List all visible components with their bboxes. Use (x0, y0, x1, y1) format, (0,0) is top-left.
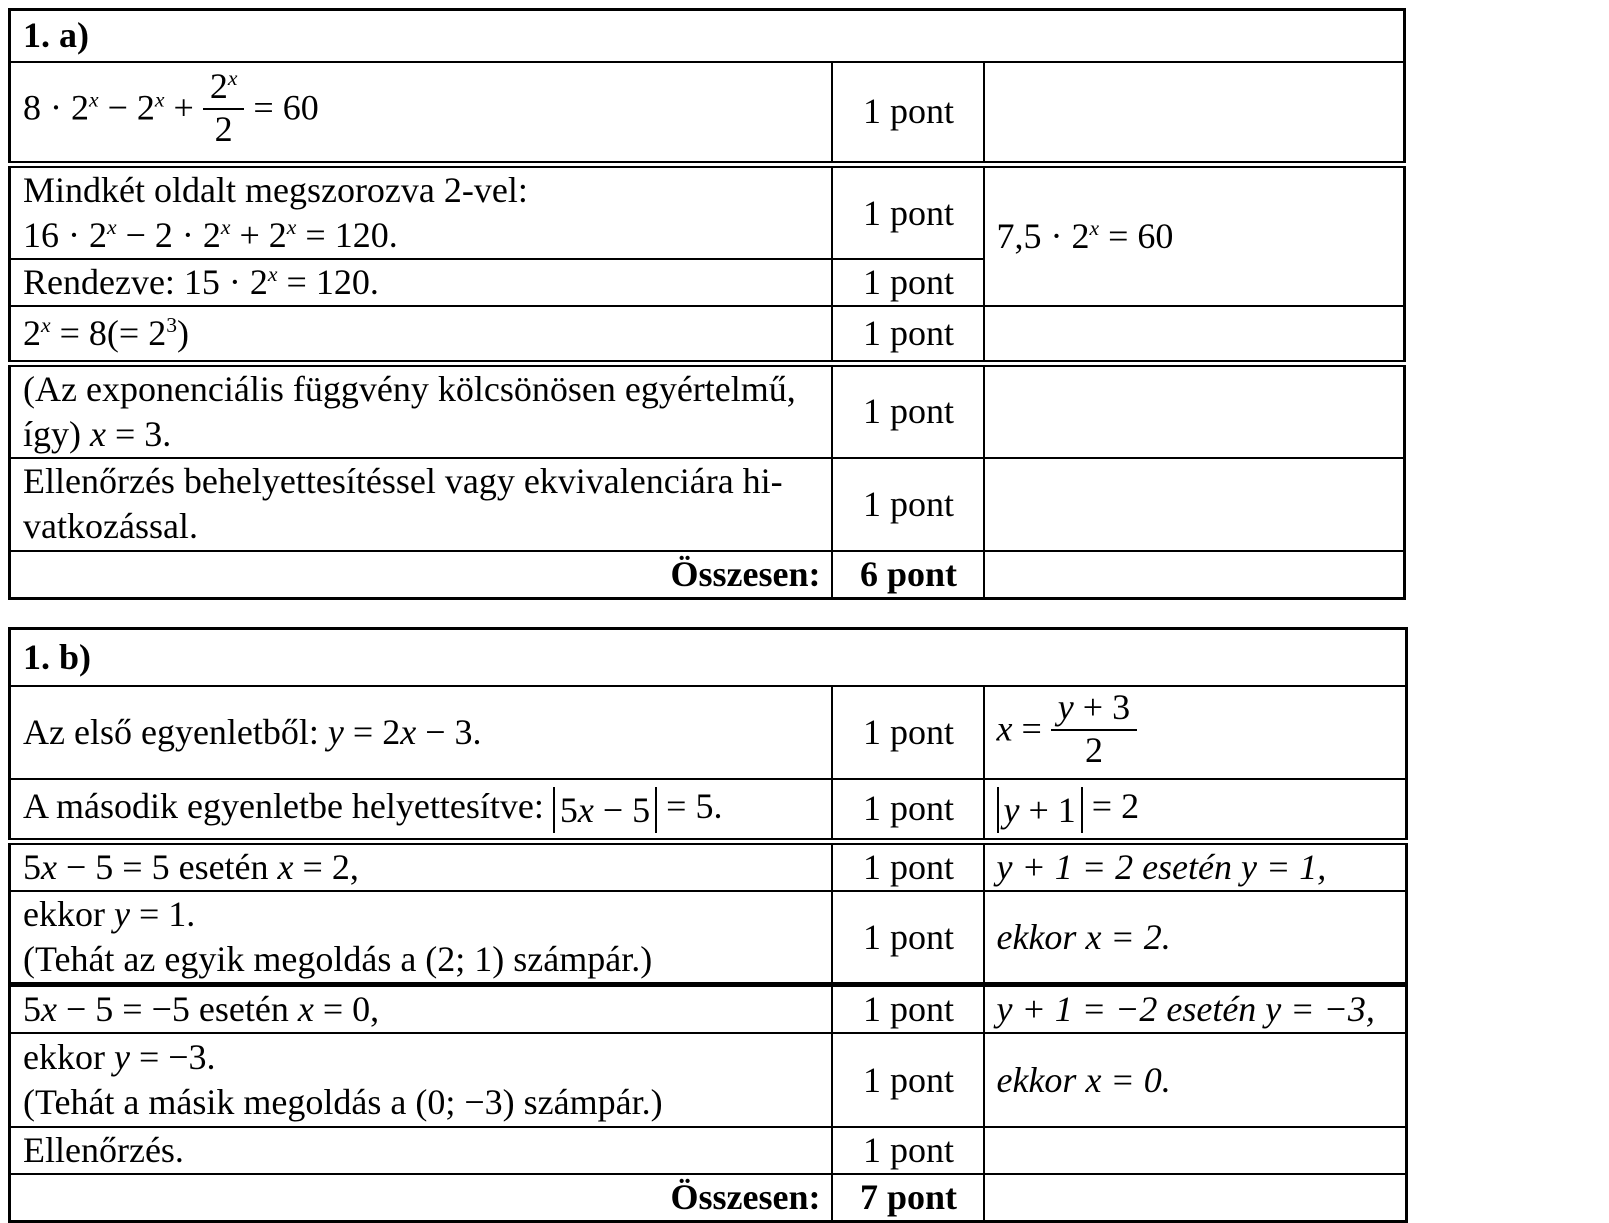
points-cell: 1 pont (832, 1127, 984, 1174)
points-cell: 1 pont (832, 985, 984, 1034)
points-cell: 1 pont (832, 842, 984, 892)
step-cell: Az első egyenletből: y = 2x − 3. (10, 686, 832, 779)
alt-solution-cell: ekkor x = 2. (984, 891, 1407, 985)
alt-solution-cell (984, 1127, 1407, 1174)
points-cell: 1 pont (832, 259, 984, 306)
total-points-cell: 7 pont (832, 1174, 984, 1222)
points-cell: 1 pont (832, 363, 984, 458)
task-1a-table (8, 8, 1406, 600)
alt-solution-cell: $7,5 \cdot 2^x = 60$ (984, 165, 1405, 307)
step-cell: Rendezve: $15 \cdot 2^x = 120$. (10, 259, 832, 306)
alt-solution-cell (984, 306, 1405, 363)
task-1b-table (8, 627, 1408, 1223)
step-cell: ekkor y = −3. (Tehát a másik megoldás a (0; −3) számpár.) (10, 1033, 832, 1127)
step-cell: A második egyenletbe helyettesítve: 5x − 5 = 5. (10, 779, 832, 842)
alt-solution-cell: y + 1 = −2 esetén y = −3, (984, 985, 1407, 1034)
alt-solution-cell (984, 62, 1405, 165)
total-points-cell: 6 pont (832, 551, 984, 599)
total-label-cell: Összesen: (10, 1174, 832, 1222)
alt-solution-cell: y + 1 = 2 (984, 779, 1407, 842)
task-1b-header: 1. b) (10, 629, 1407, 686)
alt-solution-cell (984, 551, 1405, 599)
points-cell: 1 pont (832, 458, 984, 551)
step-cell: (Az exponenciális függvény kölcsönösen egyértelmű, így) x = 3. (10, 363, 832, 458)
alt-solution-cell: ekkor x = 0. (984, 1033, 1407, 1127)
step-cell: Mindkét oldalt megszorozva 2-vel: $16 \cdot 2^x - 2 \cdot 2^x + 2^x = 120$. (10, 165, 832, 260)
alt-solution-cell (984, 363, 1405, 458)
alt-solution-cell: x = $\frac{y + 3}{2}$ (984, 686, 1407, 779)
step-cell: $8 \cdot 2^x - 2^x$ + $\frac{2^x}{2}$ = 60 (10, 62, 832, 165)
step-cell: $2^x = 8(= 2^3)$ (10, 306, 832, 363)
total-label-cell: Összesen: (10, 551, 832, 599)
alt-solution-cell: y + 1 = 2 esetén y = 1, (984, 842, 1407, 892)
alt-solution-cell (984, 1174, 1407, 1222)
points-cell: 1 pont (832, 779, 984, 842)
points-cell: 1 pont (832, 1033, 984, 1127)
step-cell: ekkor y = 1. (Tehát az egyik megoldás a (2; 1) számpár.) (10, 891, 832, 985)
step-cell: Ellenőrzés behelyettesítéssel vagy ekvivalenciára hi- vatkozással. (10, 458, 832, 551)
points-cell: 1 pont (832, 686, 984, 779)
task-1a-header: 1. a) (10, 10, 1405, 62)
points-cell: 1 pont (832, 165, 984, 260)
step-cell: Ellenőrzés. (10, 1127, 832, 1174)
points-cell: 1 pont (832, 306, 984, 363)
alt-solution-cell (984, 458, 1405, 551)
points-cell: 1 pont (832, 62, 984, 165)
step-cell: 5x − 5 = 5 esetén x = 2, (10, 842, 832, 892)
points-cell: 1 pont (832, 891, 984, 985)
step-cell: 5x − 5 = −5 esetén x = 0, (10, 985, 832, 1034)
